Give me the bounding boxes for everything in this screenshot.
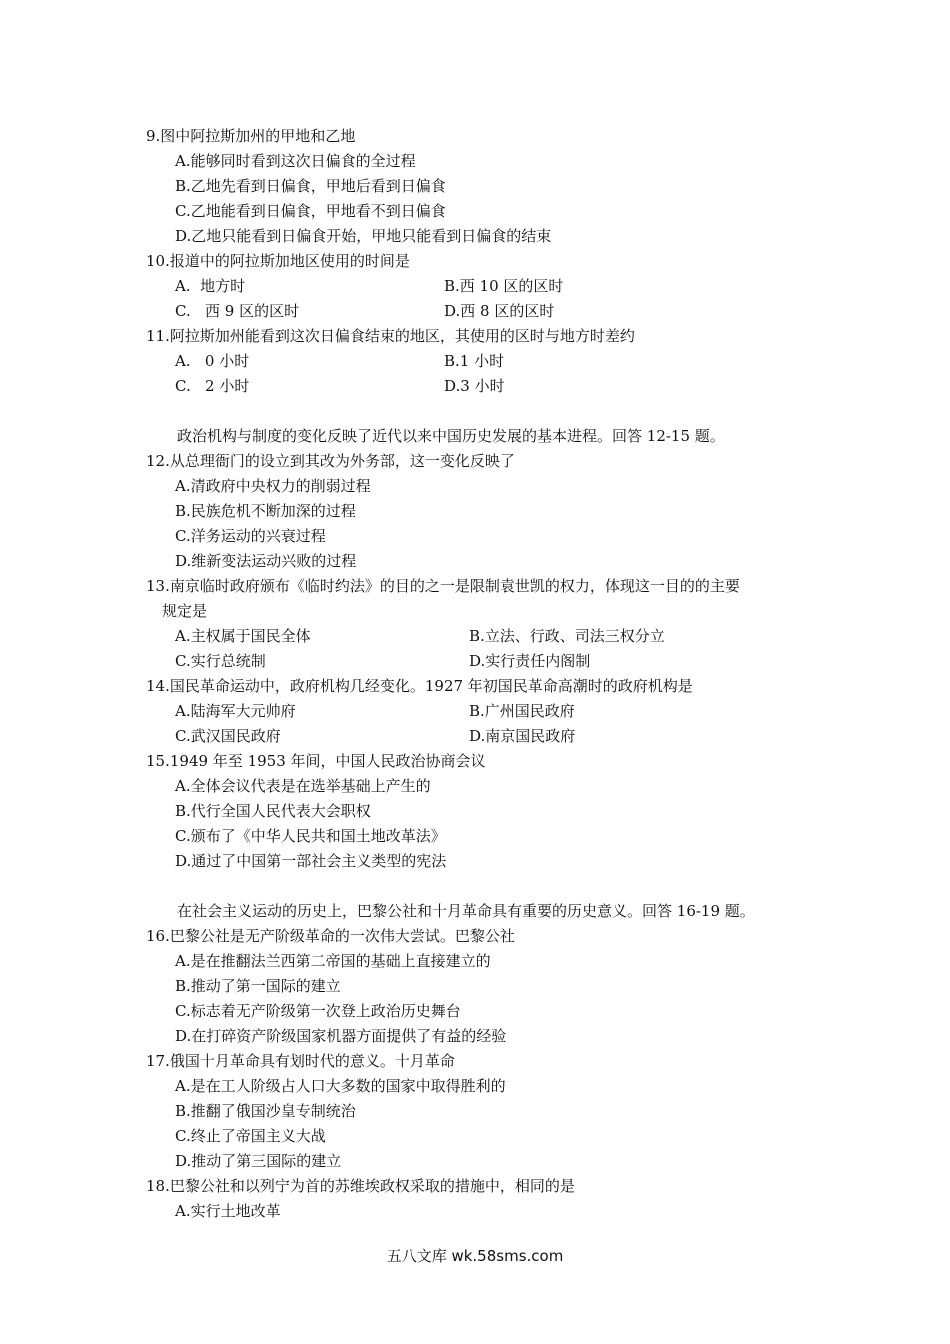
question-stem: 9.图中阿拉斯加州的甲地和乙地 — [146, 127, 356, 145]
option-d: D.西 8 区的区时 — [444, 302, 555, 320]
option-c: C.颁布了《中华人民共和国土地改革法》 — [175, 827, 446, 845]
option-a: A.主权属于国民全体 — [175, 627, 311, 645]
option-b: B.广州国民政府 — [469, 702, 575, 720]
option-c: C. 西 9 区的区时 — [175, 302, 300, 320]
option-row — [146, 274, 826, 299]
option-a: A.清政府中央权力的削弱过程 — [175, 477, 371, 495]
option-a: A.是在工人阶级占人口大多数的国家中取得胜利的 — [175, 1077, 506, 1095]
option-d: D.通过了中国第一部社会主义类型的宪法 — [175, 852, 447, 870]
question-17 — [146, 1049, 826, 1174]
option-b: B.代行全国人民代表大会职权 — [175, 802, 371, 820]
question-stem: 18.巴黎公社和以列宁为首的苏维埃政权采取的措施中，相同的是 — [146, 1177, 575, 1195]
question-18 — [146, 1174, 826, 1224]
option-d: D.维新变法运动兴败的过程 — [175, 552, 357, 570]
option-d: D.在打碎资产阶级国家机器方面提供了有益的经验 — [175, 1027, 507, 1045]
option-b: B.推翻了俄国沙皇专制统治 — [175, 1102, 356, 1120]
option-c: C.乙地能看到日偏食，甲地看不到日偏食 — [175, 202, 446, 220]
option-row — [146, 649, 826, 674]
question-12 — [146, 449, 826, 574]
option-a: A. 地方时 — [175, 277, 246, 295]
option-b: B.西 10 区的区时 — [444, 277, 564, 295]
exam-content — [146, 124, 826, 1224]
option-c: C.武汉国民政府 — [175, 727, 281, 745]
footer-watermark: 五八文库 wk.58sms.com — [386, 1247, 564, 1265]
question-stem: 17.俄国十月革命具有划时代的意义。十月革命 — [146, 1052, 455, 1070]
question-stem: 13.南京临时政府颁布《临时约法》的目的之一是限制袁世凯的权力，体现这一目的的主要 — [146, 577, 740, 595]
option-b: B.1 小时 — [444, 352, 505, 370]
question-stem: 10.报道中的阿拉斯加地区使用的时间是 — [146, 252, 410, 270]
option-a: A.是在推翻法兰西第二帝国的基础上直接建立的 — [175, 952, 491, 970]
option-b: B.推动了第一国际的建立 — [175, 977, 341, 995]
option-c: C.实行总统制 — [175, 652, 266, 670]
question-13 — [146, 574, 826, 674]
question-15 — [146, 749, 826, 874]
question-stem: 12.从总理衙门的设立到其改为外务部，这一变化反映了 — [146, 452, 515, 470]
option-row — [146, 349, 826, 374]
question-10 — [146, 249, 826, 324]
question-16 — [146, 924, 826, 1049]
option-c: C.终止了帝国主义大战 — [175, 1127, 326, 1145]
option-c: C. 2 小时 — [175, 377, 250, 395]
question-9 — [146, 124, 826, 249]
option-a: A.全体会议代表是在选举基础上产生的 — [175, 777, 431, 795]
option-b: B.立法、行政、司法三权分立 — [469, 627, 665, 645]
option-d: D.实行责任内阁制 — [469, 652, 591, 670]
option-row — [146, 699, 826, 724]
option-row — [146, 374, 826, 399]
option-row — [146, 299, 826, 324]
question-stem: 16.巴黎公社是无产阶级革命的一次伟大尝试。巴黎公社 — [146, 927, 515, 945]
option-row — [146, 724, 826, 749]
option-d: D.3 小时 — [444, 377, 505, 395]
option-a: A.陆海军大元帅府 — [175, 702, 296, 720]
option-row — [146, 624, 826, 649]
question-14 — [146, 674, 826, 749]
question-stem-continuation: 规定是 — [162, 602, 208, 620]
option-d: D.乙地只能看到日偏食开始，甲地只能看到日偏食的结束 — [175, 227, 552, 245]
option-c: C.标志着无产阶级第一次登上政治历史舞台 — [175, 1002, 461, 1020]
section-intro: 在社会主义运动的历史上，巴黎公社和十月革命具有重要的历史意义。回答 16-19 题。 — [177, 902, 755, 920]
question-stem: 11.阿拉斯加州能看到这次日偏食结束的地区，其使用的区时与地方时差约 — [146, 327, 635, 345]
option-c: C.洋务运动的兴衰过程 — [175, 527, 326, 545]
option-a: A. 0 小时 — [175, 352, 250, 370]
question-stem: 15.1949 年至 1953 年间，中国人民政治协商会议 — [146, 752, 486, 770]
option-d: D.南京国民政府 — [469, 727, 576, 745]
section-intro: 政治机构与制度的变化反映了近代以来中国历史发展的基本进程。回答 12-15 题。 — [177, 427, 725, 445]
option-a: A.实行土地改革 — [175, 1202, 281, 1220]
question-11 — [146, 324, 826, 399]
question-stem: 14.国民革命运动中，政府机构几经变化。1927 年初国民革命高潮时的政府机构是 — [146, 677, 693, 695]
option-a: A.能够同时看到这次日偏食的全过程 — [175, 152, 416, 170]
option-b: B.民族危机不断加深的过程 — [175, 502, 356, 520]
option-b: B.乙地先看到日偏食，甲地后看到日偏食 — [175, 177, 446, 195]
option-d: D.推动了第三国际的建立 — [175, 1152, 342, 1170]
